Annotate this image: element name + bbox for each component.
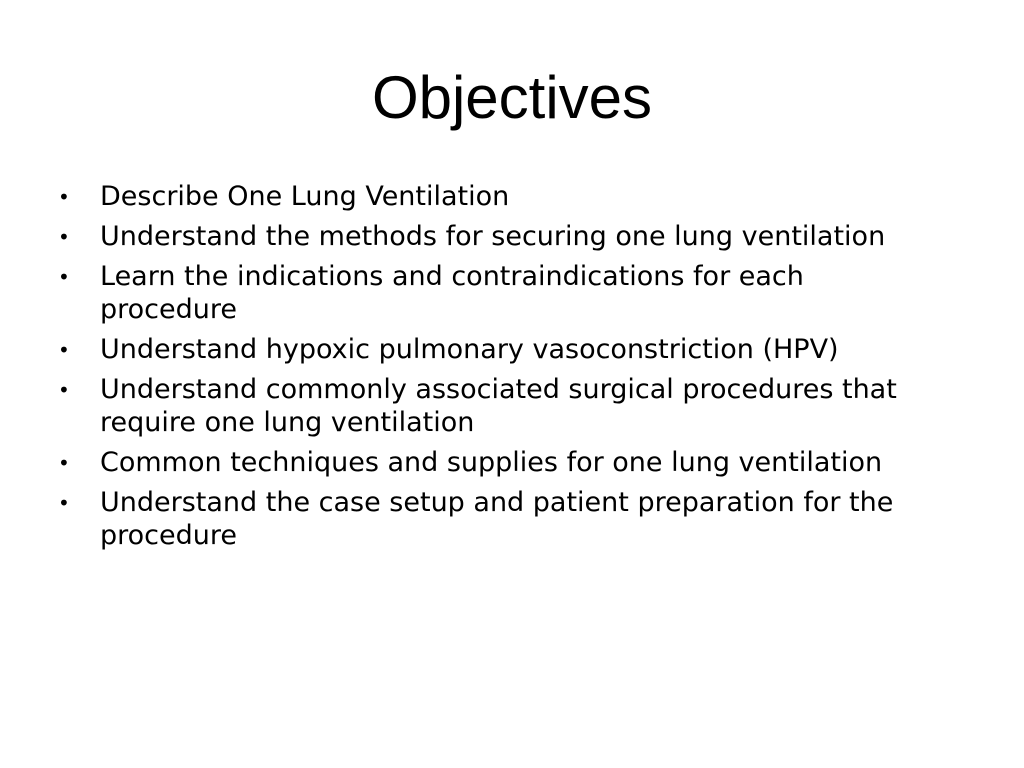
list-item [58,220,938,253]
bullet-icon: • [58,225,70,249]
objectives-list [58,180,938,559]
bullet-icon: • [58,491,70,515]
list-item [58,333,938,366]
list-item-text: Understand commonly associated surgical procedures that require one lung ventilation [100,374,897,438]
bullet-icon: • [58,265,70,289]
list-item [58,446,938,479]
list-item [58,486,938,552]
bullet-icon: • [58,338,70,362]
list-item-text: Describe One Lung Ventilation [100,181,510,212]
bullet-icon: • [58,185,70,209]
list-item [58,180,938,213]
list-item-text: Common techniques and supplies for one lung ventilation [100,447,883,478]
list-item-text: Understand the methods for securing one lung ventilation [100,221,886,252]
bullet-icon: • [58,451,70,475]
slide-title: Objectives [371,64,653,131]
list-item [58,373,938,439]
bullet-icon: • [58,378,70,402]
list-item [58,260,938,326]
list-item-text: Understand the case setup and patient preparation for the procedure [100,487,894,551]
list-item-text: Understand hypoxic pulmonary vasoconstriction (HPV) [100,334,839,365]
list-item-text: Learn the indications and contraindications for each procedure [100,261,804,325]
